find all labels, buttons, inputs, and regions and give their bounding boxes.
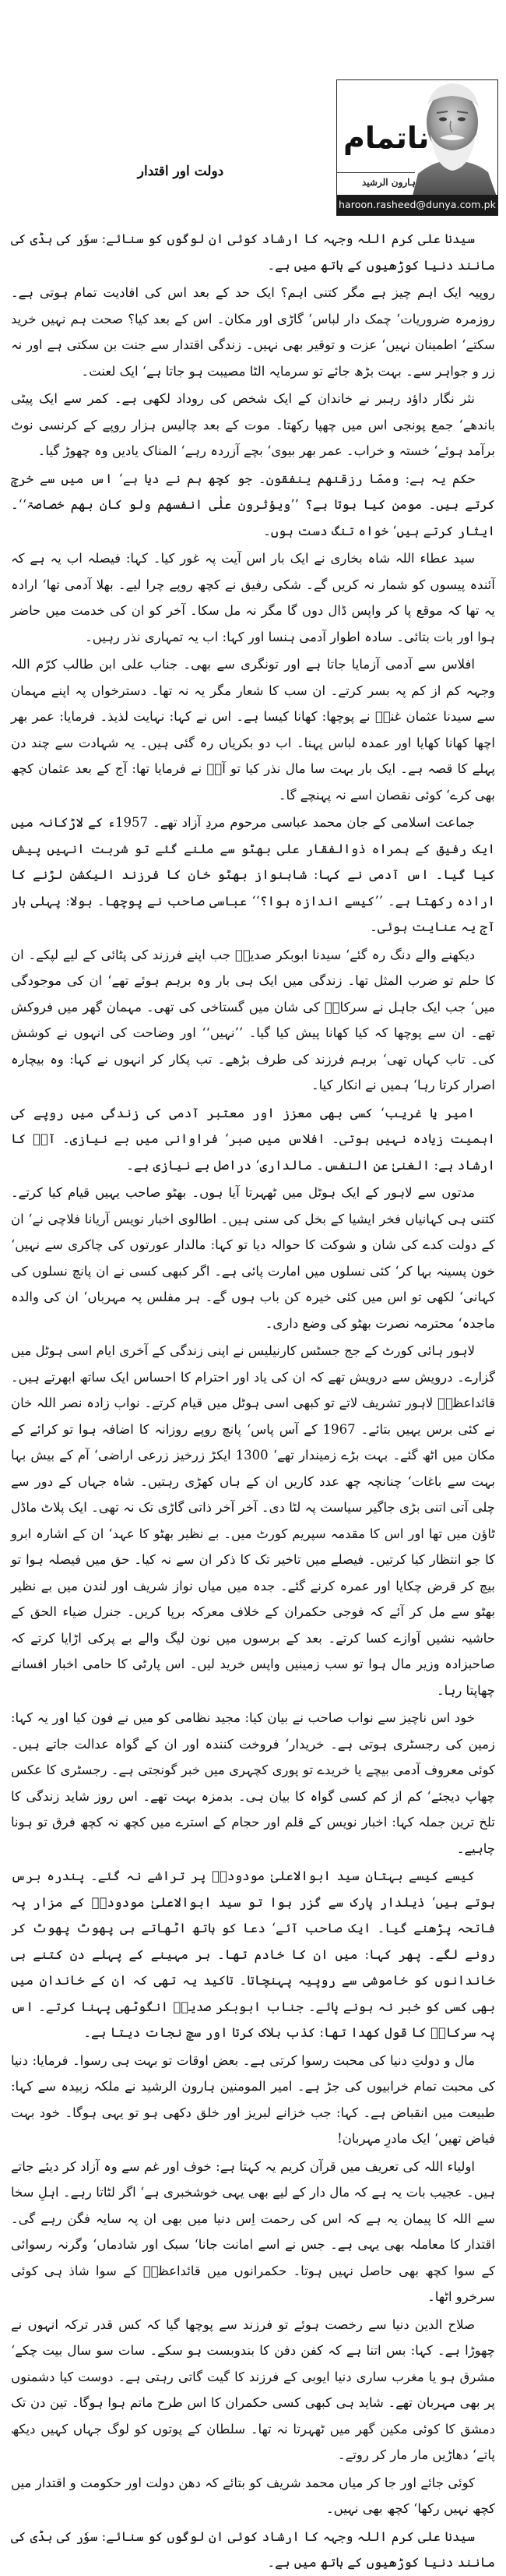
article-paragraph: صلاح الدین دنیا سے رخصت ہوئے تو فرزند سے پوچھا گیا کہ کس قدر ترکہ انہوں نے چھوڑا ہے۔ کہا: بس اتنا ہے کہ کفن دفن کا بندوبست ہو سکے۔ سات سو سال بیت چکے‘ مشرق ہو یا مغرب ساری دنیا ایوبی کے فرزند کا گیت گاتی رہتی ہے۔ دوست کیا دشمنوں پر بھی مہربان تھے۔ شاید ہی کبھی کسی حکمران کا اس طرح ماتم ہوا ہوگا۔ تین دن تک دمشق کا کوئی مکین گھر میں ٹھہرتا نہ تھا۔ سلطان کے پوتوں کو لوگ جہاں کہیں دیکھ پاتے‘ دھاڑیں مار مار کر روتے۔ <box>11 2317 495 2462</box>
article-paragraph: کیسے کیسے بہتان سید ابوالاعلیٰ مودودیؒ پر تراشے نہ گئے۔ پندرہ برس ہوتے ہیں‘ ذیلدار پارک سے گزر ہوا تو سید ابوالاعلیٰ مودودیؒ کے مزار پہ فاتحہ پڑھنے گیا۔ ایک صاحب آئے‘ دعا کو ہاتھ اٹھاتے ہی پھوٹ پھوٹ کر رونے لگے۔ پھر کہا: میں ان کا خادم تھا۔ ہر مہینے کے پہلے دن کتنے ہی خاندانوں کو خاموشی سے روپیہ پہنچاتا۔ تاکید یہ تھی کہ ان کے خاندان میں بھی کسی کو خبر نہ ہونے پائے۔ جناب ابوبکر صدیقؓ انگوٹھی پہنا کرتے۔ اس پہ سرکارؐ کا قول کھدا تھا: کذب ہلاک کرتا اور سچ نجات دیتا ہے۔ <box>11 1868 495 2040</box>
article-paragraph: خود اس ناچیز سے نواب صاحب نے بیان کیا: مجید نظامی کو میں نے فون کیا اور یہ کہا: زمین کی رجسٹری ہوتی ہے۔ خریدار‘ فروخت کنندہ اور ان کے گواہ عدالت جاتے ہیں۔ کوئی معروف آدمی بیچے یا خریدے تو پوری کچہری میں خبر گونجتی ہے۔ رجسٹری کا عکس چھاپ دیجئے‘ کم از کم کسی گواہ کا بیان ہی۔ بدمزہ بہت تھے۔ اس روز شاید زندگی کا تلخ ترین جملہ کہا: اخبار نویس کے قلم اور حجام کے استرے میں کچھ نہ کچھ فرق تو ہونا چاہیے۔ <box>11 1710 495 1856</box>
article-paragraph: جماعت اسلامی کے جان محمد عباسی مرحوم مردِ آزاد تھے۔ 1957ء کے لاڑکانہ میں ایک رفیق کے ہمراہ ذوالفقار علی بھٹو سے ملنے گئے تو شربت انہیں پیش کیا گیا۔ اس آدمی نے کہا: شاہنواز بھٹو خان کا فرزند الیکشن لڑنے کا ارادہ رکھتا ہے۔ ’’کیسے اندازہ ہوا؟‘‘ عباسی صاحب نے پوچھا۔ بولا: پہلی بار آج یہ عنایت ہوئی۔ <box>11 815 495 934</box>
author-email[interactable]: haroon.rasheed@dunya.com.pk <box>337 195 497 215</box>
article-paragraph: کوئی جائے اور جا کر میاں محمد شریف کو بتائے کہ دھن دولت اور حکومت و اقتدار میں کچھ نہیں رکھا‘ کچھ بھی نہیں۔ <box>11 2475 495 2516</box>
article-paragraph: امیر یا غریب‘ کسی بھی معزز اور معتبر آدمی کی زندگی میں روپے کی اہمیت زیادہ نہیں ہوتی۔ افلاس میں صبر‘ فراوانی میں بے نیازی۔ آپؐ کا ارشاد ہے: الغنیٰ عن النفس۔ مالداری‘ دراصل بے نیازی ہے۔ <box>11 1105 495 1173</box>
article-paragraph: سید عطاء اللہ شاہ بخاری نے ایک بار اس آیت پہ غور کیا۔ کہا: فیصلہ اب یہ ہے کہ آئندہ پیسوں کو شمار نہ کریں گے۔ شکی رفیق نے کچھ روپے چرا لیے۔ بھلا آدمی تھا‘ ارادہ یہ تھا کہ موقع پا کر واپس ڈال دوں گا مگر نہ مل سکا۔ آخر کو ان کی خدمت میں حاضر ہوا اور بات بتائی۔ سادہ اطوار آدمی ہنسا اور کہا: اب یہ تمہاری نذر رہیں۔ <box>11 551 495 644</box>
article-paragraph: حکم یہ ہے: وممّا رزقنٰھم ینفقون۔ جو کچھ ہم نے دیا ہے‘ اس میں سے خرچ کرتے ہیں۔ مومن کیا ہوتا ہے؟ ’’ویؤثرون علٰی انفسھم ولو کان بھم خصاصۃ‘‘۔ ایثار کرتے ہیں‘ خواہ تنگ دست ہوں۔ <box>11 471 495 538</box>
author-name: ہارون الرشید <box>362 177 416 188</box>
article-paragraph: لاہور ہائی کورٹ کے جج جسٹس کارنیلیس نے اپنی زندگی کے آخری ایام اسی ہوٹل میں گزارے۔ درویش سے درویش تھے کہ ان کی یاد اور احترام کا احساس ایک ساتھ ابھرتے ہیں۔ قائداعظمؒ لاہور تشریف لاتے تو کبھی اسی ہوٹل میں قیام کرتے۔ نواب زادہ نصر اللہ خان نے کئی برس یہیں بتائے۔ 1967 کے آس پاس‘ پانچ روپے روزانہ کا اضافہ ہوا تو کرائے کے مکان میں اٹھ گئے۔ بہت بڑے زمیندار تھے‘ 1300 ایکڑ زرخیز زرعی اراضی‘ آم کے بیش بہا بہت سے باغات‘ چنانچہ چھ عدد کاریں ان کے ہاں کھڑی رہتیں۔ شاہ جہاں کے دور سے چلی آتی اتنی بڑی جاگیر سیاست پہ لٹا دی۔ آخر آخر ذاتی گاڑی تک نہ تھی۔ ایک پلاٹ ماڈل ٹاؤن میں تھا اور اس کا مقدمہ سپریم کورٹ میں۔ بے نظیر بھٹو کا عہد‘ ان کے اشارہ ابرو کا جو انتظار کیا کرتیں۔ فیصلے میں تاخیر تک کا ذکر ان سے نہ کیا۔ حق میں فیصلہ ہوا تو بیچ کر قرض چکایا اور عمرہ کرنے گئے۔ جدہ میں میاں نواز شریف اور لندن میں بے نظیر بھٹو سے مل کر آئے کہ فوجی حکمران کے خلاف معرکہ برپا کریں۔ جنرل ضیاء الحق کے حاشیہ نشیں آوازے کسا کرتے۔ بعد کے برسوں میں نون لیگ والے بے پرکی اڑایا کرتے کہ صاحبزادہ وزیر مال ہوا تو سب زمینیں واپس خرید لیں۔ اس پارٹی کا حامی اخبار افسانے چھاپتا رہا۔ <box>11 1343 495 1698</box>
masthead-divider <box>337 172 415 173</box>
article-paragraph: مدتوں سے لاہور کے ایک ہوٹل میں ٹھہرتا آیا ہوں۔ بھٹو صاحب یہیں قیام کیا کرتے۔ کتنی ہی کہانیاں فخر ایشیا کے بخل کی سنی ہیں۔ اطالوی اخبار نویس آریانا فلاچی نے‘ ان کے دولت کدے کی شان و شوکت کا حوالہ دیا تو کہا: مالدار عورتوں کی چاکری سے نہیں‘ خون پسینہ بہا کر‘ کئی نسلوں میں امارت پائی ہے۔ اگر کبھی کسی نے ان پانچ نسلوں کی کہانی‘ لکھی تو اس میں کئی خیرہ کن باب ہوں گے۔ ہر مفلس پہ مہرباں‘ ان کی والدہ ماجدہ‘ محترمہ نصرت بھٹو کی وضع داری۔ <box>11 1185 495 1331</box>
column-masthead <box>336 79 498 216</box>
article-paragraph: دیکھنے والے دنگ رہ گئے‘ سیدنا ابوبکر صدیقؓ جب اپنے فرزند کی پٹائی کے لیے لپکے۔ ان کا حلم تو ضرب المثل تھا۔ زندگی میں ایک ہی بار وہ برہم ہوئے تھے‘ ان کی موجودگی میں‘ جب ایک جاہل نے سرکارؐ کی شان میں گستاخی کی تھی۔ مہمان گھر میں فروکش تھے۔ ان سے پوچھا کہ کیا کھانا پیش کیا گیا۔ ’’نہیں‘‘ اور وضاحت کی انہوں نے کوشش کی۔ تاب کہاں تھی‘ برہم فرزند کی طرف بڑھے۔ تب پکار کر انہوں نے کہا: وہ بیچارہ اصرار کرتا رہا‘ ہمیں نے انکار کیا۔ <box>11 947 495 1092</box>
article-paragraph: سیدنا علی کرم اللہ وجہہ کا ارشاد کوئی ان لوگوں کو سنائے: سوٗر کی ہڈی کی مانند دنیا کوڑھیوں کے ہاتھ میں ہے۔ <box>11 2528 495 2570</box>
column-name: ناتمام <box>343 121 430 155</box>
article-paragraph: نثر نگار داؤد رہبر نے خاندان کے ایک شخص کی روداد لکھی ہے۔ کمر سے ایک پیٹی باندھے‘ جمع پونجی اس میں چھپا رکھتا۔ موت کے بعد چالیس ہزار روپے کے کرنسی نوٹ برآمد ہوئے‘ خستہ و خراب۔ عمر بھر بیوی‘ بچے آزردہ رہے‘ المناک یادیں وہ چھوڑ گیا۔ <box>11 391 495 458</box>
article-paragraph: افلاس سے آدمی آزمایا جاتا ہے اور تونگری سے بھی۔ جناب علی ابن طالب کرّم اللہ وجہہ کم از کم پہ بسر کرتے۔ ان سب کا شعار مگر یہ نہ تھا۔ دسترخواں پہ اپنے مہمان سے سیدنا عثمان غنیؓ نے پوچھا: کھانا کیسا ہے۔ اس نے کہا: نہایت لذیذ۔ فرمایا: عمر بھر اچھا کھانا کھایا اور عمدہ لباس پہنا۔ اب دو بکریاں رہ گئی ہیں۔ یہ شہادت سے چند دن پہلے کا قصہ ہے۔ ایک بار بہت سا مال نذر کیا تو آپؐ نے فرمایا تھا: آج کے بعد عثمان کچھ بھی کرے‘ کوئی نقصان اسے نہ پہنچے گا۔ <box>11 657 495 803</box>
article-paragraph: سیدنا علی کرم اللہ وجہہ کا ارشاد کوئی ان لوگوں کو سنائے: سوٗر کی ہڈی کی مانند دنیا کوڑھیوں کے ہاتھ میں ہے۔ <box>11 231 495 273</box>
article-body <box>11 226 495 2576</box>
article-paragraph: مال و دولتِ دنیا کی محبت رسوا کرتی ہے۔ بعض اوقات تو بہت ہی رسوا۔ فرمایا: دنیا کی محبت تمام خرابیوں کی جڑ ہے۔ امیر المومنین ہارون الرشید نے ملکہ زبیدہ سے کہا: طبیعت میں انقباض ہے۔ کہا: جب خزانے لبریز اور خلق دکھی ہو تو یہی ہوگا۔ خود بہت فیاض تھیں‘ ایک مادرِ مہربان! <box>11 2052 495 2146</box>
article-paragraph: روپیہ ایک اہم چیز ہے مگر کتنی اہم؟ ایک حد کے بعد اس کی افادیت تمام ہوتی ہے۔ روزمرہ ضروریات‘ چمک دار لباس‘ گاڑی اور مکان۔ اس کے بعد کیا؟ صحت ہم نہیں خرید سکتے‘ اطمینان نہیں‘ عزت و توقیر بھی نہیں۔ زندگی اقتدار سے جنت بن سکتی ہے اور نہ زر و جواہر سے۔ بہت بڑھ جائے تو سرمایہ الٹا مصیبت ہو جاتا ہے‘ ایک لعنت۔ <box>11 285 495 379</box>
article-headline: دولت اور اقتدار <box>137 164 224 179</box>
article-paragraph: اولیاء اللہ کی تعریف میں قرآن کریم یہ کہتا ہے: خوف اور غم سے وہ آزاد کر دیئے جاتے ہیں۔ عجیب بات یہ ہے کہ مال دار کے لیے بھی یہی خوشخبری ہے‘ اگر لٹاتا رہے۔ اہلِ سخا سے اللہ کا پیمان یہ ہے کہ اس کی رحمت اِس دنیا میں بھی ان پہ سایہ فگن رہے گی۔ اقتدار کا معاملہ بھی یہی ہے۔ جس نے اسے امانت جانا‘ سبک اور شادماں‘ وگرنہ رسوائی کے سوا کچھ بھی حاصل نہیں ہوتا۔ حکمرانوں میں قائداعظمؒ کے سوا شاذ ہی کوئی سرخرو اٹھا۔ <box>11 2158 495 2304</box>
